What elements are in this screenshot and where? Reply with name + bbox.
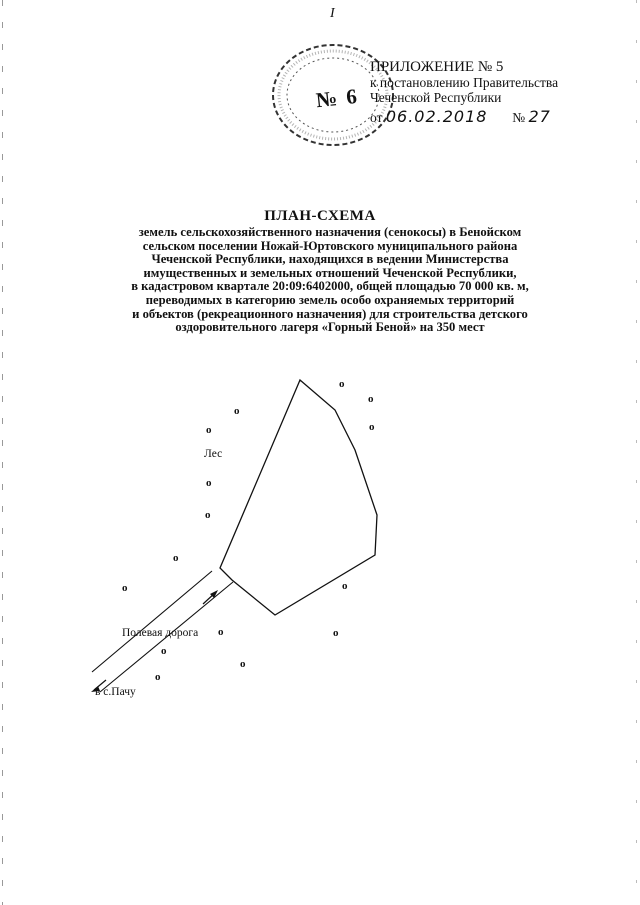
- tree-marker: о: [368, 393, 374, 405]
- tree-marker: о: [161, 645, 167, 657]
- description-line: Чеченской Республики, находящихся в ведении Министерства: [151, 252, 509, 267]
- tree-marker: о: [122, 582, 128, 594]
- date-prefix: от: [370, 110, 383, 125]
- land-plot-outline: [220, 380, 377, 615]
- date-value: 06.02.2018: [385, 107, 488, 126]
- road-edge-upper: [92, 571, 212, 672]
- road-label: Полевая дорога: [122, 627, 199, 639]
- stamp-number: № 6: [314, 83, 360, 113]
- annex-line-1: к постановлению Правительства: [370, 75, 559, 90]
- tree-marker: о: [206, 424, 212, 436]
- document-title: ПЛАН-СХЕМА: [264, 208, 376, 224]
- forest-label: Лес: [204, 448, 223, 460]
- tree-marker: о: [155, 671, 161, 683]
- description-line: имущественных и земельных отношений Чеченской Республики,: [143, 265, 517, 280]
- direction-label: в с.Пачу: [95, 686, 136, 698]
- tree-marker: о: [234, 405, 240, 417]
- tree-marker: о: [342, 580, 348, 592]
- annex-line-2: Чеченской Республики: [370, 90, 502, 105]
- number-prefix: №: [512, 110, 526, 125]
- tree-marker: о: [339, 378, 345, 390]
- description-line: переводимых в категорию земель особо охраняемых территорий: [145, 292, 515, 307]
- tree-marker: о: [205, 509, 211, 521]
- tree-marker: о: [218, 626, 224, 638]
- number-value: 27: [528, 107, 551, 126]
- annex-title: ПРИЛОЖЕНИЕ № 5: [370, 59, 504, 75]
- tree-marker: о: [369, 421, 375, 433]
- tree-marker: о: [333, 627, 339, 639]
- tree-marker: о: [206, 477, 212, 489]
- description-line: земель сельскохозяйственного назначения (сенокосы) в Бенойском: [138, 225, 522, 239]
- description-line: в кадастровом квартале 20:09:6402000, общей площадью 70 000 кв. м,: [131, 279, 529, 294]
- description-line: оздоровительного лагеря «Горный Беной» на 350 мест: [175, 320, 485, 335]
- description-line: сельском поселении Ножай-Юртовского муниципального района: [142, 238, 518, 253]
- page-number-mark: I: [330, 6, 335, 21]
- tree-marker: о: [240, 658, 246, 670]
- tree-marker: о: [173, 552, 179, 564]
- description-line: и объектов (рекреационного назначения) для строительства детского: [132, 306, 528, 321]
